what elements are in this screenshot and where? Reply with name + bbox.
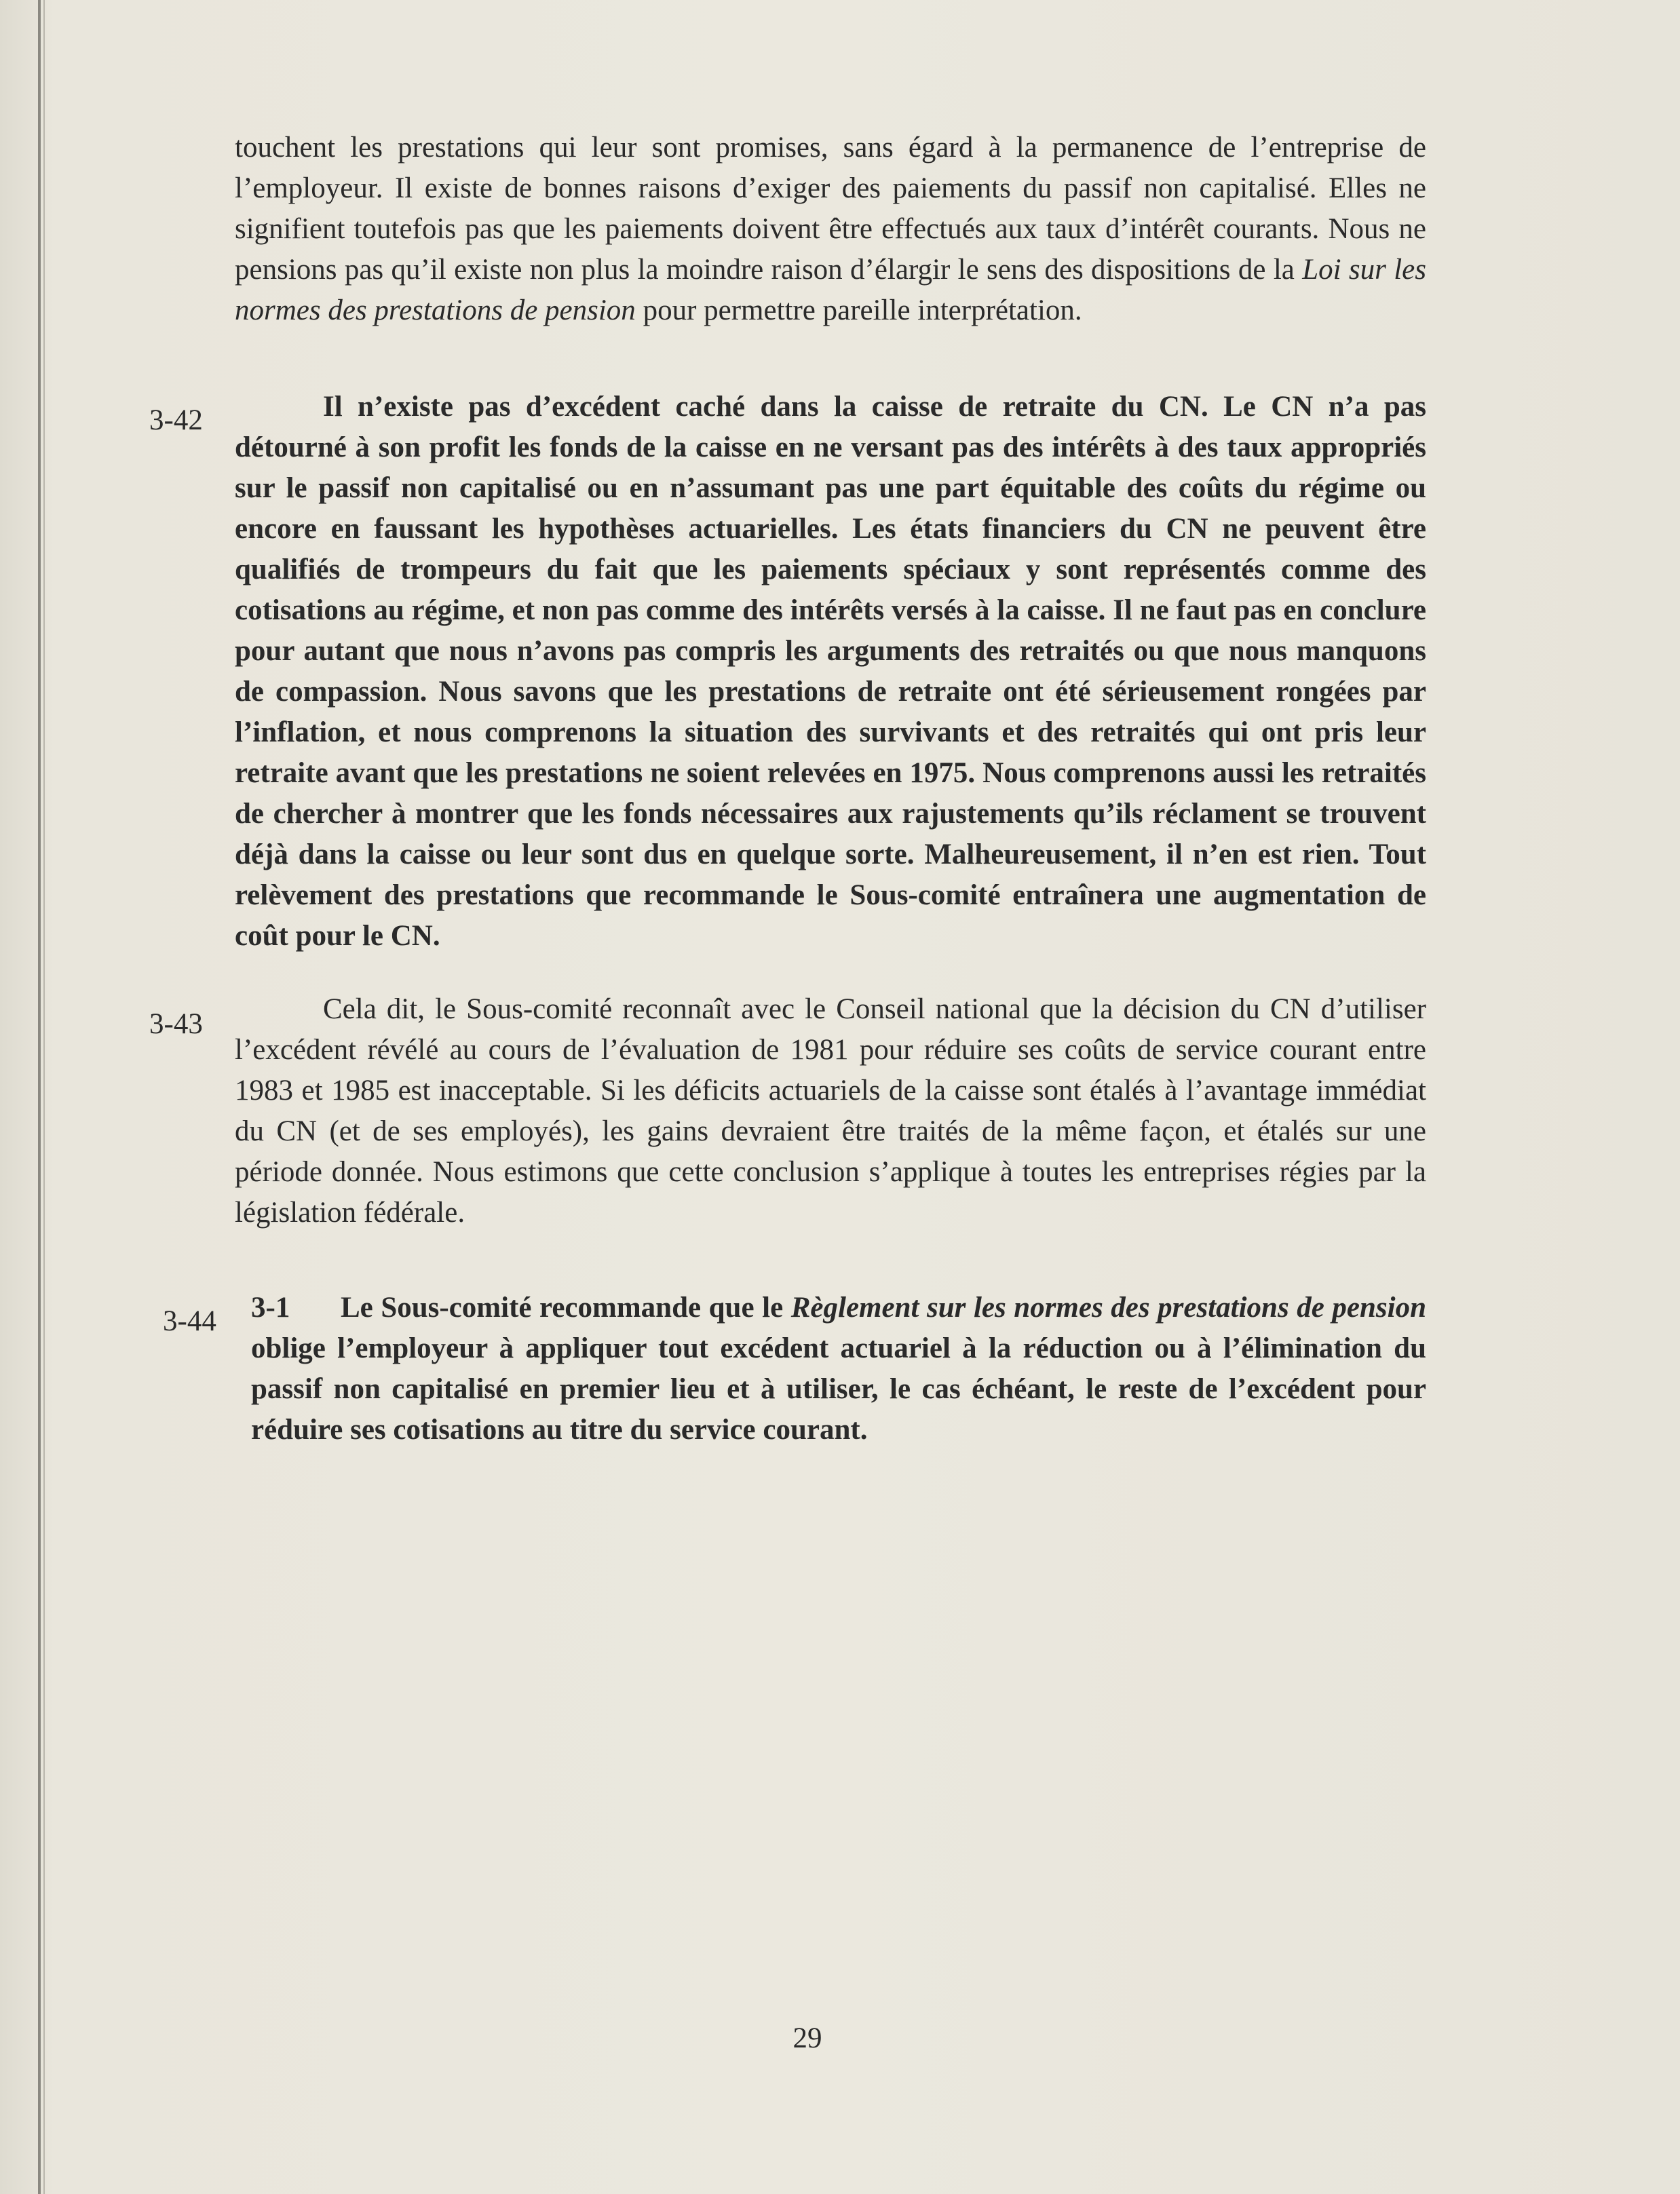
paragraph-number-3-43: 3-43 — [149, 1008, 203, 1040]
recommendation-3-1: 3-1 Le Sous-comité recommande que le Règlement sur les normes des prestations de pension oblige l’employeur à appliquer tout excédent actuariel à la réduction ou à l’élimination du passif non capitalisé en premier lieu et à utiliser, le cas échéant, le reste de l’excédent pour réduire ses cotisations au titre du service courant. — [251, 1292, 1427, 1446]
paragraph-continued: touchent les prestations qui leur sont promises, sans égard à la permanence de l’entreprise de l’employeur. Il existe de bonnes raisons d’exiger des paiements du passif non capitalisé. Elles ne signifient toutefois pas que les paiements doivent être effectués aux taux d’intérêt courants. Nous ne pensions pas qu’il existe non plus la moindre raison d’élargir le sens des dispositions de la Loi sur les normes des prestations de pension pour permettre pareille interprétation. — [235, 132, 1426, 326]
page-number: 29 — [793, 2022, 822, 2054]
binding-edge — [38, 0, 41, 2194]
paragraph-number-3-42: 3-42 — [149, 404, 203, 436]
binding-edge-shadow — [43, 0, 45, 2194]
paragraph-3-43: Cela dit, le Sous-comité reconnaît avec le Conseil national que la décision du CN d’utiliser l’excédent révélé au cours de l’évaluation de 1981 pour réduire ses coûts de service courant entre 1983 et 1985 est inacceptable. Si les déficits actuariels de la caisse sont étalés à l’avantage immédiat du CN (et de ses employés), les gains devraient être traités de la même façon, et étalés sur une période donnée. Nous estimons que cette conclusion s’applique à toutes les entreprises régies par la législation fédérale. — [235, 993, 1426, 1229]
paragraph-3-42: Il n’existe pas d’excédent caché dans la caisse de retraite du CN. Le CN n’a pas détourné à son profit les fonds de la caisse en ne versant pas des intérêts à des taux appropriés sur le passif non capitalisé ou en n’assumant pas une part équitable des coûts du régime ou encore en faussant les hypothèses actuarielles. Les états financiers du CN ne peuvent être qualifiés de trompeurs du fait que les paiements spéciaux y sont représentés comme des cotisations au régime, et non pas comme des intérêts versés à la caisse. Il ne faut pas en conclure pour autant que nous n’avons pas compris les arguments des retraités ou que nous manquons de compassion. Nous savons que les prestations de retraite ont été sérieusement rongées par l’inflation, et nous comprenons la situation des survivants et des retraités qui ont pris leur retraite avant que les prestations ne soient relevées en 1975. Nous comprenons aussi les retraités de chercher à montrer que les fonds nécessaires aux rajustements qu’ils réclament se trouvent déjà dans la caisse ou leur sont dus en quelque sorte. Malheureusement, il n’en est rien. Tout relèvement des prestations que recommande le Sous-comité entraînera une augmentation de coût pour le CN. — [235, 391, 1426, 952]
paragraph-number-3-44: 3-44 — [163, 1305, 216, 1337]
